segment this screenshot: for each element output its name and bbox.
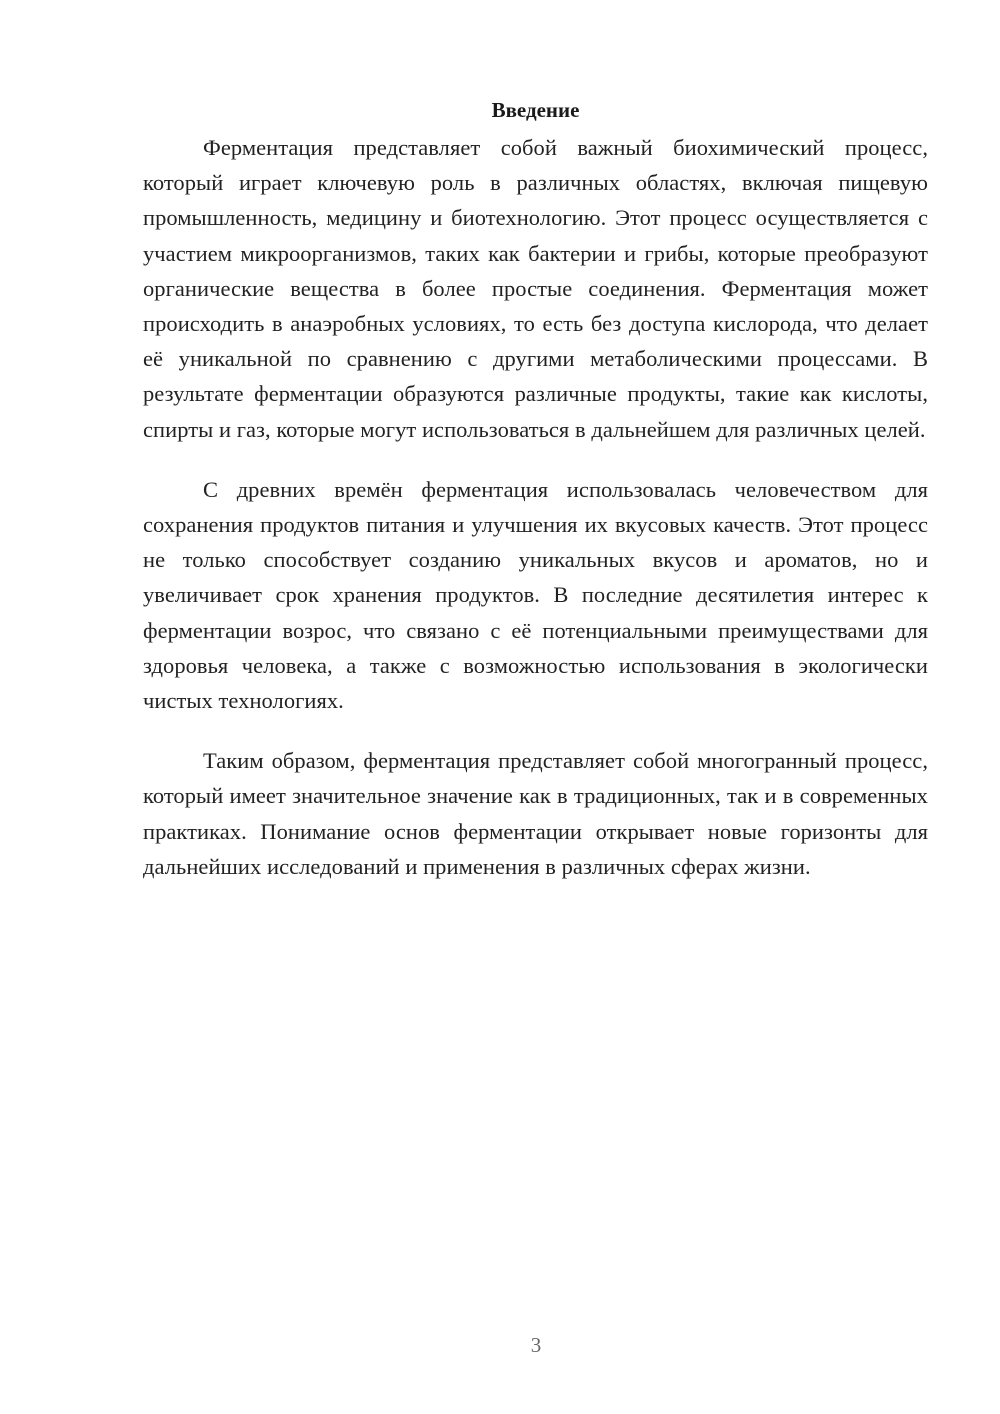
paragraph-3: Таким образом, ферментация представляет собой многогранный процесс, который имеет значительное значение как в традиционных, так и в современных практиках. Понимание основ ферментации открывает новые горизонты для дальнейших исследований и применения в различных сферах жизни. (143, 748, 928, 879)
paragraph-2: С древних времён ферментация использовалась человечеством для сохранения продуктов питания и улучшения их вкусовых качеств. Этот процесс не только способствует созданию уникальных вкусов и ароматов, но и увеличивает срок хранения продуктов. В последние десятилетия интерес к ферментации возрос, что связано с её потенциальными преимуществами для здоровья человека, а также с возможностью использования в экологически чистых технологиях. (143, 476, 928, 714)
page-number: 3 (530, 1333, 542, 1357)
page-content (143, 92, 928, 909)
section-heading: Введение (491, 98, 580, 122)
paragraph-1: Ферментация представляет собой важный биохимический процесс, который играет ключевую роль в различных областях, включая пищевую промышленность, медицину и биотехнологию. Этот процесс осуществляется с участием микроорганизмов, таких как бактерии и грибы, которые преобразуют органические вещества в более простые соединения. Ферментация может происходить в анаэробных условиях, то есть без доступа кислорода, что делает её уникальной по сравнению с другими метаболическими процессами. В результате ферментации образуются различные продукты, такие как кислоты, спирты и газ, которые могут использоваться в дальнейшем для различных целей. (143, 135, 928, 442)
